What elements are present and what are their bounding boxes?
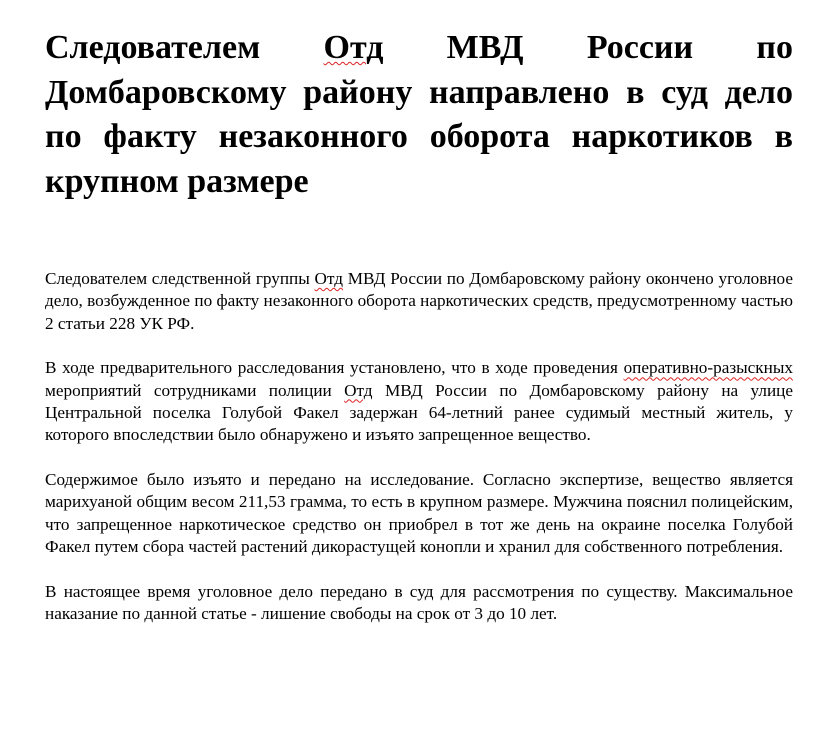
paragraph-4 <box>45 581 793 626</box>
text-run: мероприятий сотрудниками полиции <box>45 380 345 400</box>
text-run: Следователем <box>45 29 324 66</box>
spellcheck-flagged-word: Отд <box>323 29 384 66</box>
text-run: МВД России по Домбаровскому району на улице Центральной поселка Голубой Факел задержан 64-летний ранее судимый местный житель, у которого впоследствии было обнаружено и изъято запрещенное вещество. <box>45 380 793 445</box>
article-title <box>45 26 793 204</box>
text-run: МВД России по Домбаровскому району окончено уголовное дело, возбужденное по факту незаконного оборота наркотических средств, предусмотренному частью 2 статьи 228 УК РФ. <box>45 269 793 333</box>
document-page <box>45 26 793 648</box>
text-run: Содержимое было изъято и передано на исследование. Согласно экспертизе, вещество является марихуаной общим весом 211,53 грамма, то есть в крупном размере. Мужчина пояснил полицейским, что запрещенное наркотическое средство он приобрел в тот же день на окраине поселка Голубой Факел путем сбора частей растений дикорастущей конопли и хранил для собственного потребления. <box>45 470 793 556</box>
spellcheck-flagged-word: Отд <box>344 380 373 400</box>
text-run: МВД России по Домбаровскому району направлено в суд дело по факту незаконного оборота наркотиков в крупном размере <box>45 29 793 200</box>
paragraph-1 <box>45 268 793 335</box>
spellcheck-flagged-word: Отд <box>314 269 343 288</box>
article-body <box>45 268 793 625</box>
paragraph-2 <box>45 357 793 446</box>
text-run: В ходе предварительного расследования установлено, что в ходе проведения <box>45 358 624 378</box>
paragraph-3 <box>45 469 793 558</box>
text-run: Следователем следственной группы <box>45 269 315 288</box>
text-run: В настоящее время уголовное дело передано в суд для рассмотрения по существу. Максимальное наказание по данной статье - лишение свободы на срок от 3 до 10 лет. <box>45 581 793 624</box>
spellcheck-flagged-word: оперативно-разыскных <box>623 358 793 378</box>
